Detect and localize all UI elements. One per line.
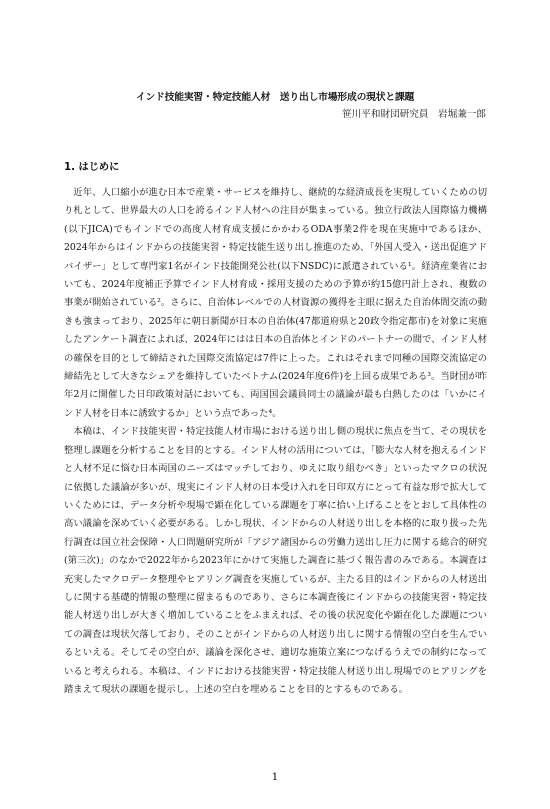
- section-heading: 1. はじめに: [64, 162, 120, 173]
- page-number: 1: [271, 771, 279, 783]
- author-line: 笹川平和財団研究員 岩堀兼一郎: [342, 109, 486, 120]
- body-text: [64, 184, 487, 699]
- paragraph: 本稿は、インド技能実習・特定技能人材市場における送り出し側の現状に焦点を当て、その現状を整理し課題を分析することを目的とする。インド人材の活用については、「膨大な人材を抱えるインドと人材不足に悩む日本両国のニーズはマッチしており、ゆえに取り組むべき」といったマクロの状況に依拠した議論が多いが、現実にインド人材の日本受け入れを日印双方にとって有益な形で拡大していくためには、データ分析や現場で顕在化している課題を丁寧に拾い上げることをとおして具体性の高い議論を深めていく必要がある。しかし現状、インドからの人材送り出しを本格的に取り扱った先行調査は国立社会保障・人口問題研究所が「アジア諸国からの労働力送出し圧力に関する総合的研究(第三次)」のなかで2022年から2023年にかけて実施した調査に基づく報告書のみである。本調査は充実したマクロデータ整理やヒアリング調査を実施しているが、主たる目的はインドからの人材送出しに関する基礎的情報の整理に留まるものであり、さらに本調査後にインドからの技能実習・特定技能人材送り出しが大きく増加していることをふまえれば、その後の状況変化や顕在化した課題についての調査は現状欠落しており、そのことがインドからの人材送り出しに関する情報の空白を生んでいるといえる。そしてその空白が、議論を深化させ、適切な施策立案につなげるうえでの制約になっていると考えられる。本稿は、インドにおける技能実習・特定技能人材送り出し現場でのヒアリングを踏まえて現状の課題を提示し、上述の空白を埋めることを目的とするものである。: [64, 426, 487, 695]
- paragraph: 近年、人口縮小が進む日本で産業・サービスを維持し、継続的な経済成長を実現していくための切り札として、世界最大の人口を誇るインド人材への注目が集まっている。独立行政法人国際協力機構(以下JICA)でもインドでの高度人材育成支援にかかわるODA事業2件を現在実施中であるほか、2024年からはインドからの技能実習・特定技能生送り出し推進のため、「外国人受入・送出促進アドバイザー」として専門家1名がインド技能開発公社(以下NSDC)に派遣されている¹。経済産業省においても、2024年度補正予算でインド人材育成・採用支援のための予算が約15億円計上され、複数の事業が開始されている²。さらに、自治体レベルでの人材資源の獲得を主眼に据えた自治体間交流の動きも強まっており、2025年に朝日新聞が日本の自治体(47都道府県と20政令指定都市)を対象に実施したアンケート調査によれば、2024年にはは日本の自治体とインドのパートナーの間で、インド人材の確保を目的として締結された国際交流協定は7件に上った。これはそれまで同種の国際交流協定の締結先として大きなシェアを維持していたベトナム(2024年度6件)を上回る成果である³。当財団が昨年2月に開催した日印政策対話においても、両国国会議員同士の議論が最も白熱したのは「いかにインド人材を日本に誘致するか」という点であった⁴。: [64, 187, 487, 419]
- document-title: インド技能実習・特定技能人材 送り出し市場形成の現状と課題: [135, 92, 415, 103]
